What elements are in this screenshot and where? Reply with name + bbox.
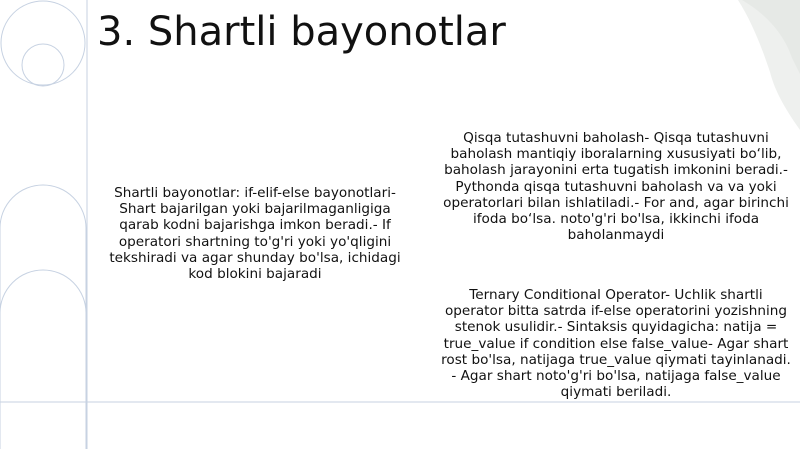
large-circle-outline xyxy=(1,1,85,85)
ternary-operator-text: Ternary Conditional Operator- Uchlik shartli operator bitta satrda if-else operatorini yozishning stenok usulidir.- Sintaksis quyidagicha: natija = true_value if condition else false_value- Agar shart rost bo'lsa, natijaga true_value qiymati tayinlanadi. - Agar shart noto'g'ri bo'lsa, natijaga false_value qiymati beriladi. xyxy=(441,287,791,401)
small-circle-outline xyxy=(22,44,64,86)
upper-arch-outline xyxy=(0,185,86,449)
leaf-decoration xyxy=(738,0,800,130)
lower-arch-outline xyxy=(0,270,86,313)
short-circuit-evaluation-text: Qisqa tutashuvni baholash- Qisqa tutashuvni baholash mantiqiy iboralarning xususiyati bo‘lib, baholash jarayonini erta tugatish imkonini beradi.- Pythonda qisqa tutashuvni baholash va va yoki operatorlari bilan ishlatiladi.- For and, agar birinchi ifoda bo‘lsa. noto'g'ri bo'lsa, ikkinchi ifoda baholanmaydi xyxy=(443,130,789,244)
slide-title: 3. Shartli bayonotlar xyxy=(97,9,506,55)
conditional-statements-text: Shartli bayonotlar: if-elif-else bayonotlari- Shart bajarilgan yoki bajarilmaganligiga qarab kodni bajarishga imkon beradi.- If operatori shartning to'g'ri yoki yo'qligini tekshiradi va agar shunday bo'lsa, ichidagi kod blokini bajaradi xyxy=(109,185,401,283)
